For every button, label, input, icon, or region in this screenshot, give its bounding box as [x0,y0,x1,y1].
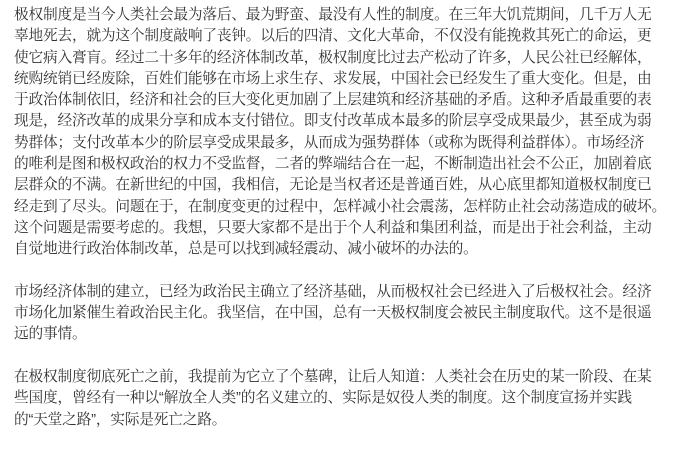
paragraph-3 [14,367,667,431]
text-line: 辜地死去，就为这个制度敲响了丧钟。以后的四清、文化大革命，不仅没有能挽救其死亡的命运，更 [14,28,652,45]
text-line: 这个问题是需要考虑的。我想，只要大家都不是出于个人利益和集团利益，而是出于社会利益，主动 [14,219,652,236]
paragraph-2 [14,282,667,346]
text-line: 自觉地进行政治体制改革，总是可以找到减轻震动、减小破坏的办法的。 [14,241,478,258]
text-line: 极权制度是当今人类社会最为落后、最为野蛮、最没有人性的制度。在三年大饥荒期间，几千万人无 [14,7,652,23]
text-line: 使它病入膏肓。经过二十多年的经济体制改革，极权制度比过去产松动了许多，人民公社已经解体， [14,49,652,66]
text-line: 市场经济体制的建立，已经为政治民主确立了经济基础，从而极权社会已经进入了后极权社会。经济 [14,283,652,300]
text-line: 远的事情。 [14,326,87,343]
text-line: 势群体；支付改革本少的阶层享受成果最多，从而成为强势群体（或称为既得利益群体）。市场经济 [14,134,645,151]
text-line: 层群众的不满。在新世纪的中国，我相信，无论是当权者还是普通百姓，从心底里都知道极权制度已 [14,177,652,194]
paragraph-1 [14,5,667,261]
text-line: 于政治体制依旧，经济和社会的巨大变化更加剧了上层建筑和经济基础的矛盾。这种矛盾最重要的表 [14,92,652,109]
text-line: 的“天堂之路”，实际是死亡之路。 [14,411,227,428]
text-line: 现是，经济改革的成果分享和成本支付错位。即支付改革成本最多的阶层享受成果最少，甚至成为弱 [14,113,652,130]
text-line: 些国度，曾经有一种以“解放全人类”的名义建立的、实际是奴役人类的制度。这个制度宣扬并实践 [14,390,632,407]
text-line: 市场化加紧催生着政治民主化。我坚信，在中国，总有一天极权制度会被民主制度取代。这不是很遥 [14,305,652,322]
text-line: 经走到了尽头。问题在于，在制度变更的过程中，怎样减小社会震荡，怎样防止社会动荡造成的破坏。 [14,198,666,215]
text-line: 在极权制度彻底死亡之前，我提前为它立了个墓碑，让后人知道：人类社会在历史的某一阶段、在某 [14,369,652,386]
text-line: 统购统销已经废除，百姓们能够在市场上求生存、求发展，中国社会已经发生了重大变化。但是，由 [14,70,652,87]
text-line: 的唯利是图和极权政治的权力不受监督，二者的弊端结合在一起，不断制造出社会不公正，加剧着底 [14,156,652,173]
